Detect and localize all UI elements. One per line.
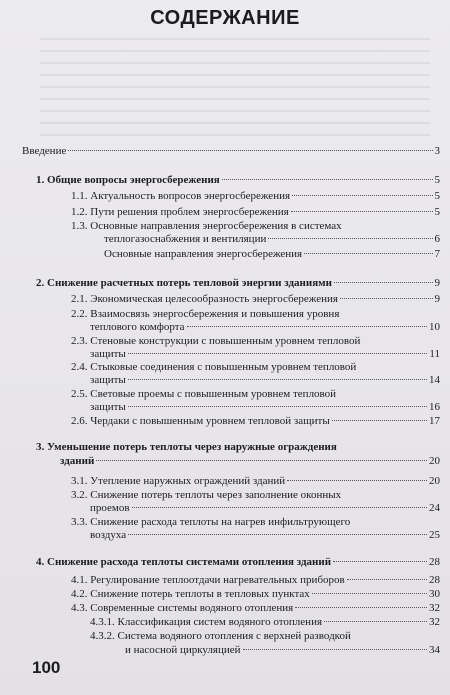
toc-entry[interactable] [71, 475, 440, 488]
toc-entry-title-cont: защиты [90, 401, 126, 413]
toc-entry-title: 2.3. Стеновые конструкции с повышенным уровнем тепловой [71, 335, 361, 347]
dot-leader [291, 211, 433, 212]
toc-entry-page: 32 [429, 602, 440, 614]
toc-entry-page: 10 [429, 321, 440, 333]
dot-leader [347, 579, 427, 580]
toc-entry-page: 28 [429, 574, 440, 586]
toc-entry[interactable] [90, 616, 440, 629]
toc-chapter-page: 5 [434, 174, 440, 186]
toc-entry[interactable] [71, 190, 440, 203]
dot-leader [128, 353, 428, 354]
toc-entry[interactable] [71, 574, 440, 587]
toc-entry-page: 30 [429, 588, 440, 600]
toc-entry-title-cont: теплового комфорта [90, 321, 185, 333]
toc-entry[interactable] [90, 348, 440, 361]
dot-leader [332, 420, 427, 421]
dot-leader [292, 195, 432, 196]
toc-entry-title: 2.1. Экономическая целесообразность энергосбережения [71, 293, 338, 305]
toc-entry-title: 1.2. Пути решения проблем энергосбережения [71, 206, 289, 218]
toc-chapter[interactable] [36, 556, 440, 569]
toc-entry[interactable] [22, 145, 440, 158]
dot-leader [68, 150, 432, 151]
toc-entry[interactable] [90, 529, 440, 542]
toc-entry[interactable] [104, 233, 440, 246]
toc-entry-page: 16 [429, 401, 440, 413]
toc-entry-title-cont: воздуха [90, 529, 127, 541]
toc-chapter-page: 28 [429, 556, 440, 568]
dot-leader [128, 534, 427, 535]
toc-entry-page: 9 [434, 293, 440, 305]
toc-chapter[interactable] [60, 455, 440, 468]
toc-chapter-title-cont: зданий [60, 455, 95, 467]
toc-entry-title: 3.1. Утепление наружных ограждений зданий [71, 475, 286, 487]
toc-entry[interactable] [71, 206, 440, 219]
toc-entry[interactable] [71, 588, 440, 601]
toc-entry-page: 24 [429, 502, 440, 514]
toc-entry-page: 32 [429, 616, 440, 628]
dot-leader [340, 298, 433, 299]
toc-entry-page: 25 [429, 529, 440, 541]
toc-entry[interactable] [71, 602, 440, 615]
toc-chapter-title: 2. Снижение расчетных потерь тепловой энергии зданиями [36, 277, 332, 289]
toc-entry-page: 5 [434, 206, 440, 218]
toc-entry[interactable] [90, 502, 440, 515]
dot-leader [287, 480, 427, 481]
toc-entry-title-cont: проемов [90, 502, 130, 514]
toc-entry-title: 2.4. Стыковые соединения с повышенным уровнем тепловой [71, 361, 357, 373]
toc-entry-title: 2.6. Чердаки с повышенным уровнем тепловой защиты [71, 415, 330, 427]
toc-entry-title-cont: защиты [90, 374, 126, 386]
toc-chapter-title: 1. Общие вопросы энергосбережения [36, 174, 220, 186]
dot-leader [295, 607, 427, 608]
toc-entry-page: 17 [429, 415, 440, 427]
toc-entry[interactable] [104, 248, 440, 261]
dot-leader [222, 179, 433, 180]
dot-leader [96, 460, 427, 461]
bleed-through-text [40, 38, 430, 138]
toc-chapter-page: 9 [434, 277, 440, 289]
toc-entry-title: Введение [22, 145, 67, 157]
toc-entry-title: 1.3. Основные направления энергосбережения в системах [71, 220, 342, 232]
toc-entry-title: 3.2. Снижение потерь теплоты через заполнение оконных [71, 489, 342, 501]
toc-entry[interactable] [90, 374, 440, 387]
toc-entry-title: 4.3.2. Система водяного отопления с верхней разводкой [90, 630, 351, 642]
dot-leader [324, 621, 427, 622]
page-number: 100 [32, 658, 61, 677]
dot-leader [334, 282, 433, 283]
toc-entry-title: 3.3. Снижение расхода теплоты на нагрев инфильтрующего [71, 516, 351, 528]
dot-leader [333, 561, 427, 562]
dot-leader [132, 507, 427, 508]
toc-entry-title: 4.3. Современные системы водяного отопления [71, 602, 294, 614]
toc-entry-title: 2.2. Взаимосвязь энергосбережения и повышения уровня [71, 308, 340, 320]
toc-entry-title-cont: и насосной циркуляцией [125, 644, 241, 656]
dot-leader [128, 406, 427, 407]
toc-chapter[interactable] [36, 277, 440, 290]
toc-entry-page: 6 [434, 233, 440, 245]
toc-entry-page: 11 [429, 348, 440, 360]
toc-entry-page: 3 [434, 145, 440, 157]
toc-entry-page: 20 [429, 475, 440, 487]
toc-chapter[interactable] [36, 174, 440, 187]
toc-entry[interactable] [90, 401, 440, 414]
toc-entry-title: 1.1. Актуальность вопросов энергосбережения [71, 190, 291, 202]
toc-entry-page: 5 [434, 190, 440, 202]
toc-entry-title-cont: теплогазоснабжения и вентиляции [104, 233, 267, 245]
dot-leader [128, 379, 427, 380]
toc-entry-title-cont: защиты [90, 348, 126, 360]
page-title: СОДЕРЖАНИЕ [150, 7, 300, 29]
toc-entry-title: 4.1. Регулирование теплоотдачи нагревательных приборов [71, 574, 345, 586]
toc-chapter-title: 3. Уменьшение потерь теплоты через наружные ограждения [36, 441, 337, 453]
toc-chapter-title: 4. Снижение расхода теплоты системами отопления зданий [36, 556, 332, 568]
toc-entry-title: 2.5. Световые проемы с повышенным уровнем тепловой [71, 388, 337, 400]
toc-entry-page: 14 [429, 374, 440, 386]
toc-entry[interactable] [125, 644, 440, 657]
dot-leader [187, 326, 427, 327]
toc-entry-page: 34 [429, 644, 440, 656]
dot-leader [312, 593, 427, 594]
toc-entry[interactable] [90, 321, 440, 334]
toc-chapter-page: 20 [429, 455, 440, 467]
dot-leader [304, 253, 432, 254]
toc-entry[interactable] [71, 415, 440, 428]
toc-entry-title: 4.3.1. Классификация систем водяного отопления [90, 616, 323, 628]
dot-leader [243, 649, 427, 650]
toc-entry[interactable] [71, 293, 440, 306]
toc-entry-page: 7 [434, 248, 440, 260]
toc-entry-title: Основные направления энергосбережения [104, 248, 303, 260]
toc-entry-title: 4.2. Снижение потерь теплоты в тепловых пунктах [71, 588, 310, 600]
dot-leader [268, 238, 432, 239]
